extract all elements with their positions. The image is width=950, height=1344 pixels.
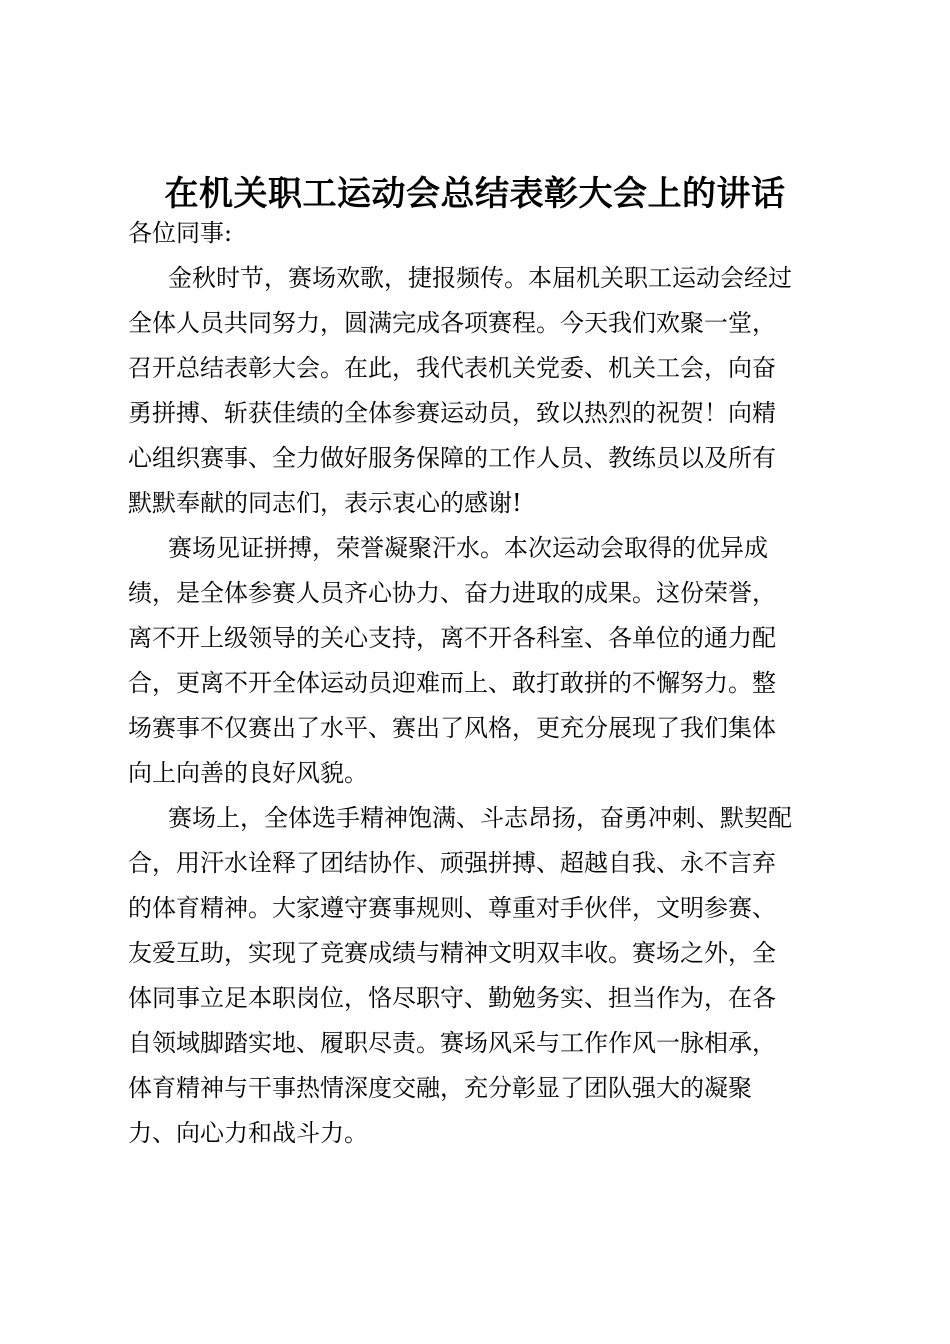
paragraph-line: 场赛事不仅赛出了水平、赛出了风格，更充分展现了我们集体 [128, 714, 776, 742]
paragraph-line: 合，更离不开全体运动员迎难而上、敢打敢拼的不懈努力。整 [128, 669, 776, 697]
paragraph-line: 向上向善的良好风貌。 [128, 759, 368, 787]
paragraph-line: 赛场上，全体选手精神饱满、斗志昂扬，奋勇冲刺、默契配 [168, 804, 792, 832]
paragraph-line: 友爱互助，实现了竞赛成绩与精神文明双丰收。赛场之外，全 [128, 939, 776, 967]
paragraph-line: 心组织赛事、全力做好服务保障的工作人员、教练员以及所有 [128, 444, 776, 472]
paragraph-1 [128, 256, 832, 526]
paragraph-2 [128, 526, 832, 796]
paragraph-3 [128, 796, 832, 1156]
salutation: 各位同事: [128, 219, 233, 247]
paragraph-line: 召开总结表彰大会。在此，我代表机关党委、机关工会，向奋 [128, 354, 776, 382]
paragraph-line: 自领域脚踏实地、履职尽责。赛场风采与工作作风一脉相承， [128, 1029, 776, 1057]
paragraph-line: 金秋时节，赛场欢歌，捷报频传。本届机关职工运动会经过 [168, 264, 792, 292]
paragraph-line: 勇拼搏、斩获佳绩的全体参赛运动员，致以热烈的祝贺！向精 [128, 399, 776, 427]
paragraph-line: 绩，是全体参赛人员齐心协力、奋力进取的成果。这份荣誉， [128, 579, 776, 607]
paragraph-line: 默默奉献的同志们，表示衷心的感谢! [128, 489, 522, 517]
document-title: 在机关职工运动会总结表彰大会上的讲话 [164, 174, 786, 214]
paragraph-line: 赛场见证拼搏，荣誉凝聚汗水。本次运动会取得的优异成 [168, 534, 768, 562]
paragraph-line: 合，用汗水诠释了团结协作、顽强拼搏、超越自我、永不言弃 [128, 849, 776, 877]
paragraph-line: 离不开上级领导的关心支持，离不开各科室、各单位的通力配 [128, 624, 776, 652]
paragraph-line: 体同事立足本职岗位，恪尽职守、勤勉务实、担当作为，在各 [128, 984, 776, 1012]
paragraph-line: 的体育精神。大家遵守赛事规则、尊重对手伙伴，文明参赛、 [128, 894, 776, 922]
paragraph-line: 全体人员共同努力，圆满完成各项赛程。今天我们欢聚一堂， [128, 309, 776, 337]
paragraph-line: 体育精神与干事热情深度交融，充分彰显了团队强大的凝聚 [128, 1074, 752, 1102]
paragraph-line: 力、向心力和战斗力。 [128, 1119, 368, 1147]
